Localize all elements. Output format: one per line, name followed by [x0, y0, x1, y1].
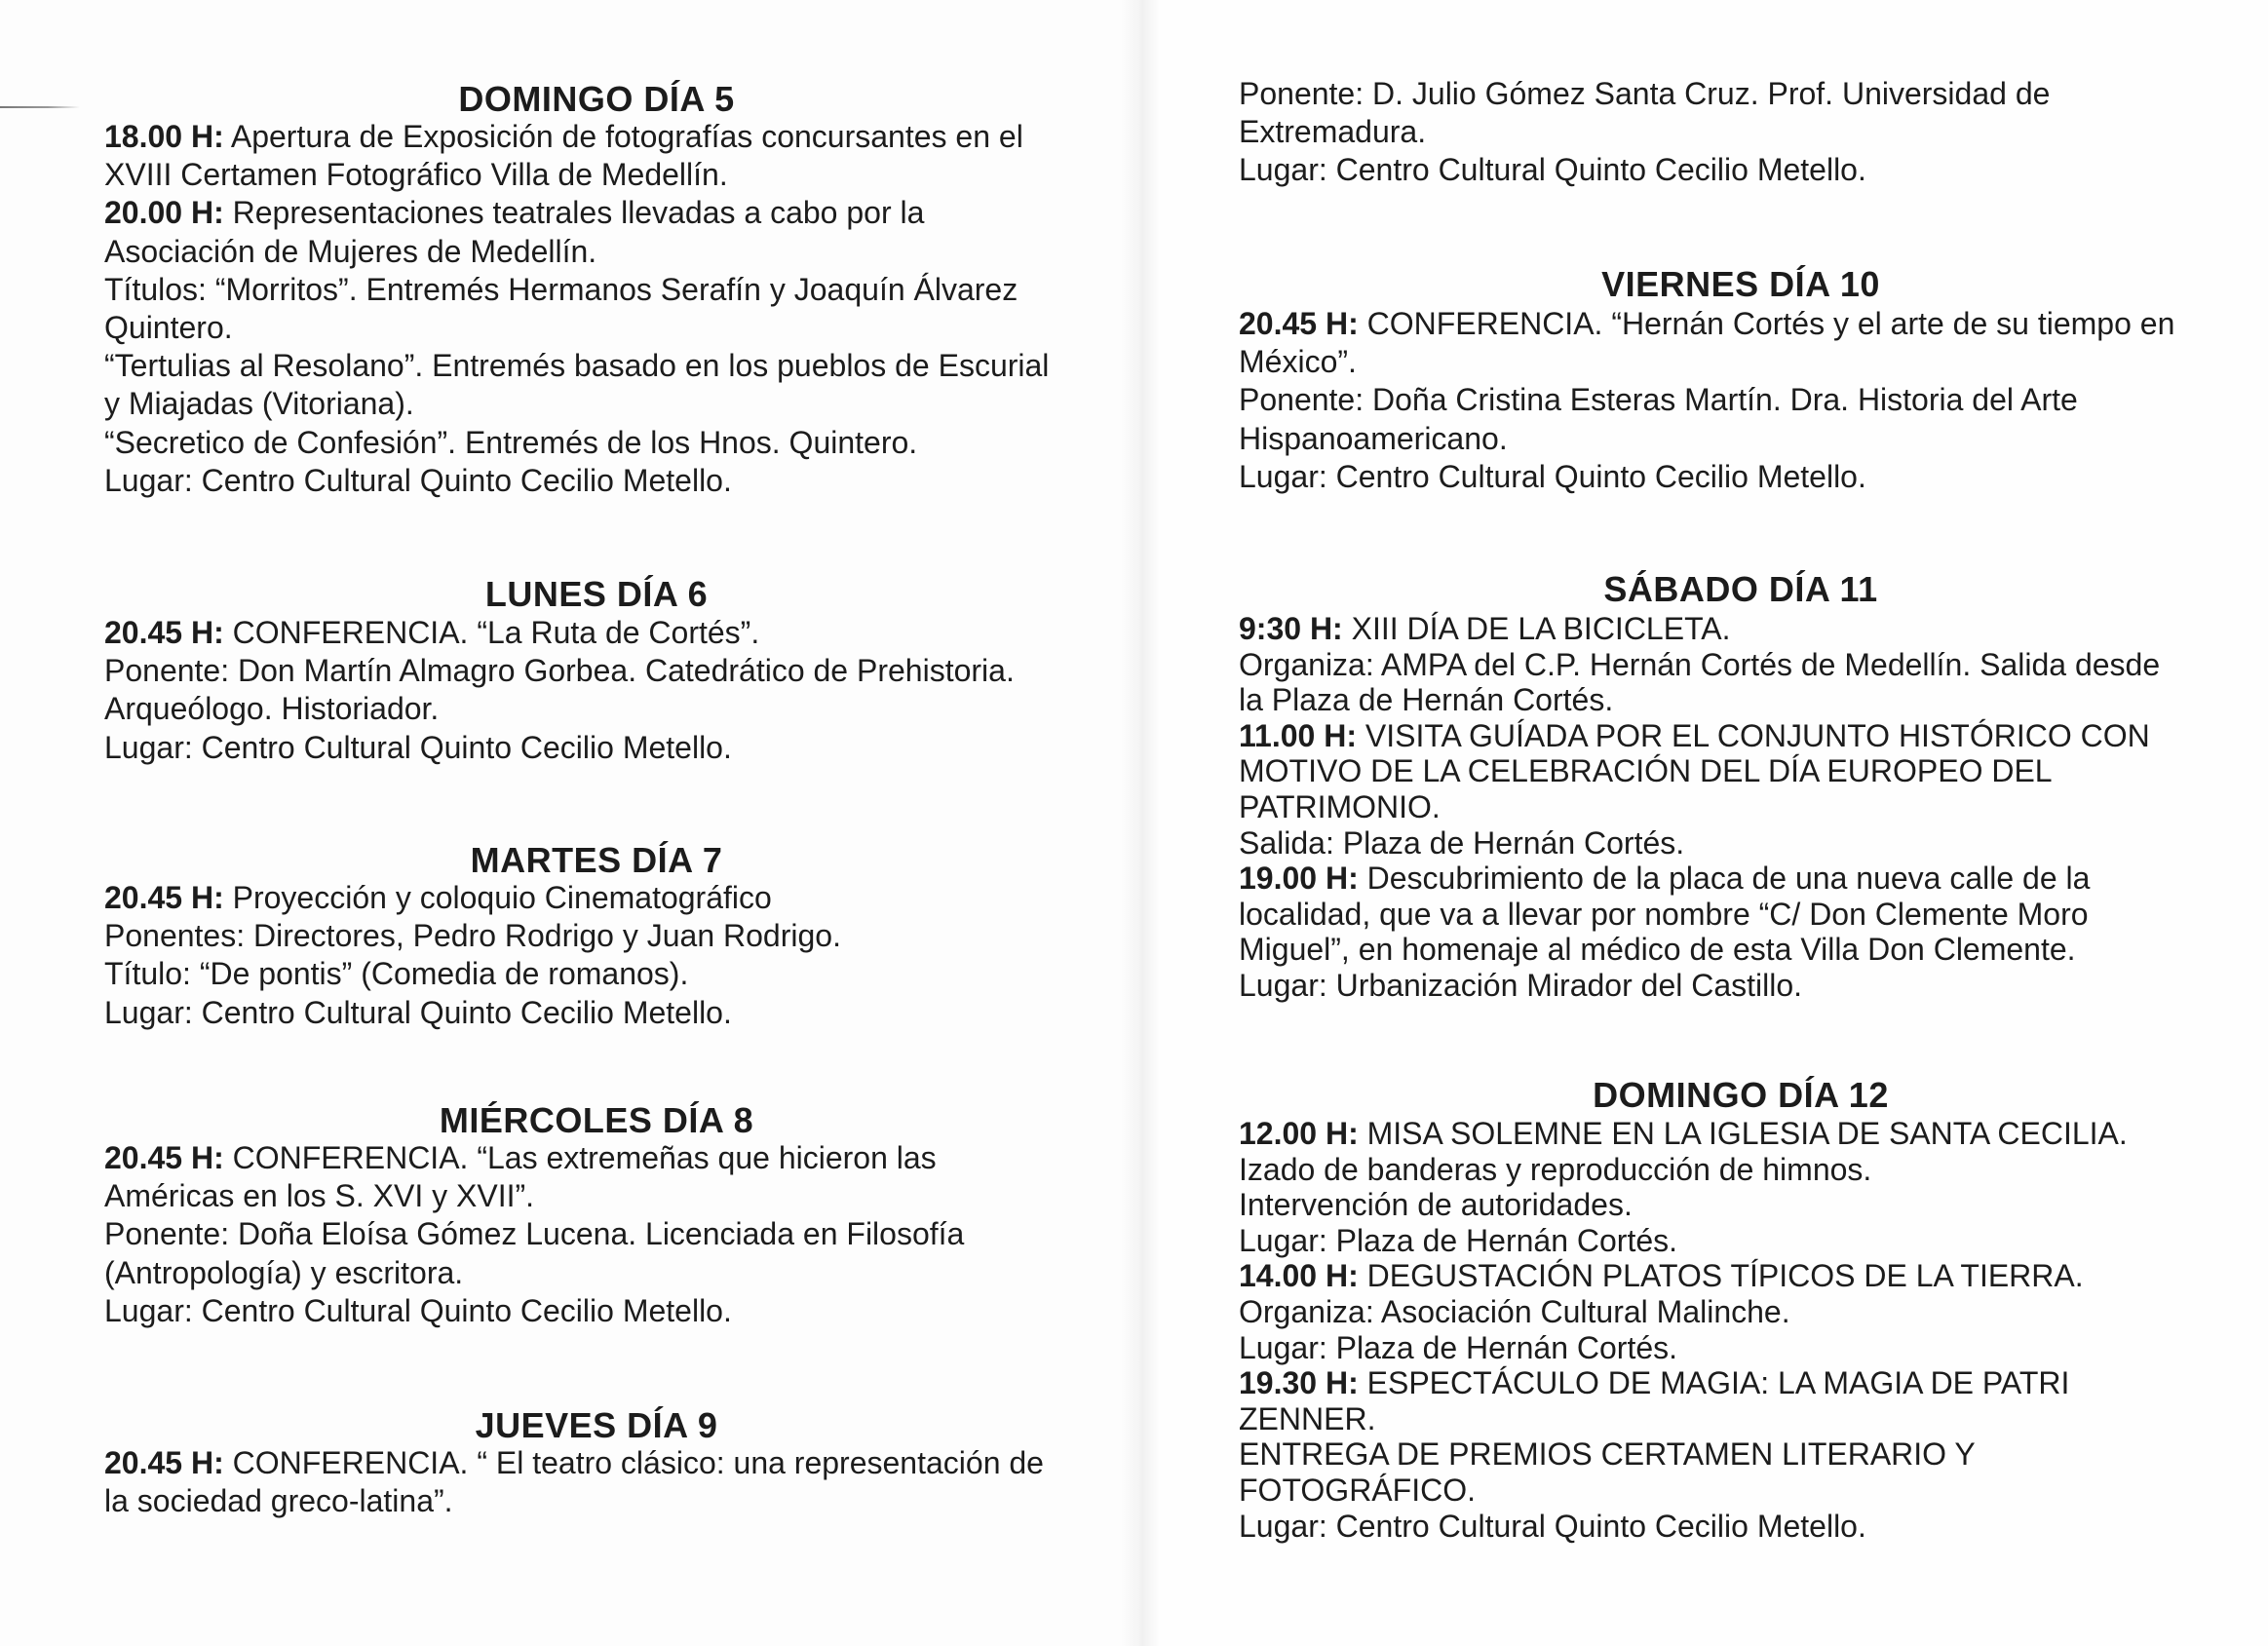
event-text: localidad, que va a llevar por nombre “C/ Don Clemente Moro — [1239, 896, 2089, 932]
event-text: “Secretico de Confesión”. Entremés de los Hnos. Quintero. — [104, 424, 918, 460]
day-heading: JUEVES DÍA 9 — [475, 1405, 718, 1445]
event-text: Ponente: D. Julio Gómez Santa Cruz. Prof. Universidad de — [1239, 76, 2051, 111]
event-text: Américas en los S. XVI y XVII”. — [104, 1178, 535, 1214]
right-page — [1135, 0, 2268, 1646]
text-line — [104, 1292, 1089, 1330]
event-text: MISA SOLEMNE EN LA IGLESIA DE SANTA CECILIA. — [1358, 1116, 2128, 1151]
text-line — [1239, 968, 2243, 1004]
day-heading: DOMINGO DÍA 12 — [1593, 1075, 1889, 1115]
event-text: Extremadura. — [1239, 114, 1427, 150]
text-line — [1239, 1187, 2243, 1223]
day-heading: MARTES DÍA 7 — [470, 840, 723, 880]
event-text: CONFERENCIA. “ El teatro clásico: una representación de — [223, 1445, 1044, 1480]
text-line — [104, 879, 1089, 917]
day-heading: LUNES DÍA 6 — [484, 574, 709, 614]
event-time: 20.45 H: — [104, 1140, 224, 1175]
text-line — [1239, 1365, 2243, 1401]
event-time: 18.00 H: — [104, 119, 224, 154]
day-events — [104, 118, 1089, 500]
text-line — [1239, 1473, 2243, 1509]
text-line — [1239, 305, 2243, 343]
event-text: Ponente: Don Martín Almagro Gorbea. Catedrático de Prehistoria. — [104, 653, 1015, 689]
day-heading: MIÉRCOLES DÍA 8 — [439, 1100, 754, 1140]
text-line — [1239, 1509, 2243, 1545]
event-text: DEGUSTACIÓN PLATOS TÍPICOS DE LA TIERRA. — [1358, 1258, 2084, 1294]
text-line — [1239, 611, 2243, 647]
event-text: Apertura de Exposición de fotografías concursantes en el — [223, 119, 1023, 154]
event-text: y Miajadas (Vitoriana). — [104, 386, 414, 422]
event-time: 9:30 H: — [1239, 611, 1343, 646]
event-text: VISITA GUÍADA POR EL CONJUNTO HISTÓRICO CON — [1356, 717, 2150, 753]
day-events — [104, 614, 1089, 767]
event-time: 11.00 H: — [1239, 717, 1357, 753]
event-text: Ponentes: Directores, Pedro Rodrigo y Juan Rodrigo. — [104, 918, 841, 954]
text-line — [104, 690, 1089, 728]
event-text: PATRIMONIO. — [1239, 788, 1441, 824]
event-text: Lugar: Urbanización Mirador del Castillo. — [1239, 967, 1803, 1003]
event-text: CONFERENCIA. “Hernán Cortés y el arte de su tiempo en — [1358, 306, 2175, 341]
event-text: (Antropología) y escritora. — [104, 1254, 464, 1290]
text-line — [104, 385, 1089, 423]
event-text: “Tertulias al Resolano”. Entremés basado en los pueblos de Escurial — [104, 348, 1050, 384]
event-text: ESPECTÁCULO DE MAGIA: LA MAGIA DE PATRI — [1358, 1365, 2070, 1401]
text-line — [1239, 1294, 2243, 1330]
event-text: Hispanoamericano. — [1239, 420, 1508, 456]
text-line — [1239, 682, 2243, 718]
event-text: Proyección y coloquio Cinematográfico — [223, 880, 772, 915]
event-text: Izado de banderas y reproducción de himnos. — [1239, 1151, 1872, 1187]
text-line — [1239, 75, 2243, 113]
text-line — [104, 1139, 1089, 1177]
day-events — [1239, 611, 2243, 1004]
event-text: XVIII Certamen Fotográfico Villa de Medellín. — [104, 157, 728, 193]
day-events — [104, 1139, 1089, 1330]
text-line — [104, 955, 1089, 993]
event-text: Representaciones teatrales llevadas a cabo por la — [223, 195, 925, 231]
text-line — [1239, 897, 2243, 933]
event-text: Lugar: Centro Cultural Quinto Cecilio Metello. — [1239, 1508, 1866, 1544]
event-time: 20.45 H: — [104, 880, 224, 915]
event-text: Asociación de Mujeres de Medellín. — [104, 233, 597, 269]
event-text: Ponente: Doña Cristina Esteras Martín. Dra. Historia del Arte — [1239, 382, 2078, 418]
event-time: 20.45 H: — [104, 1445, 224, 1480]
event-text: XIII DÍA DE LA BICICLETA. — [1342, 611, 1731, 646]
text-line — [1239, 932, 2243, 968]
event-text: Lugar: Centro Cultural Quinto Cecilio Metello. — [104, 994, 732, 1030]
text-line — [1239, 789, 2243, 825]
text-line — [104, 194, 1089, 232]
event-text: Organiza: Asociación Cultural Malinche. — [1239, 1293, 1790, 1329]
event-text: CONFERENCIA. “La Ruta de Cortés”. — [223, 615, 760, 650]
day-events — [1239, 305, 2243, 496]
day-heading: DOMINGO DÍA 5 — [458, 79, 735, 119]
text-line — [104, 1177, 1089, 1215]
text-line — [104, 614, 1089, 652]
event-text: la sociedad greco-latina”. — [104, 1483, 453, 1519]
event-text: CONFERENCIA. “Las extremeñas que hicieron las — [223, 1140, 937, 1175]
text-line — [1239, 1330, 2243, 1366]
event-time: 14.00 H: — [1239, 1258, 1359, 1294]
event-text: Lugar: Centro Cultural Quinto Cecilio Metello. — [104, 729, 732, 765]
text-line — [104, 424, 1089, 462]
text-line — [104, 156, 1089, 194]
event-text: Lugar: Plaza de Hernán Cortés. — [1239, 1222, 1678, 1258]
event-text: Arqueólogo. Historiador. — [104, 691, 440, 727]
event-time: 20.45 H: — [1239, 306, 1359, 341]
text-line — [104, 1444, 1089, 1482]
event-text: FOTOGRÁFICO. — [1239, 1472, 1476, 1508]
day-events — [104, 1444, 1089, 1520]
text-line — [1239, 420, 2243, 458]
event-text: Intervención de autoridades. — [1239, 1187, 1633, 1223]
event-text: Miguel”, en homenaje al médico de esta Villa Don Clemente. — [1239, 932, 2076, 968]
event-text: Descubrimiento de la placa de una nueva calle de la — [1358, 861, 2091, 897]
text-line — [1239, 753, 2243, 789]
text-line — [1239, 1258, 2243, 1294]
text-line — [104, 462, 1089, 500]
event-time: 12.00 H: — [1239, 1116, 1359, 1151]
text-line — [104, 729, 1089, 767]
event-text: Lugar: Centro Cultural Quinto Cecilio Metello. — [1239, 152, 1866, 188]
text-line — [104, 347, 1089, 385]
event-text: Títulos: “Morritos”. Entremés Hermanos Serafín y Joaquín Álvarez — [104, 271, 1019, 307]
text-line — [104, 271, 1089, 309]
event-text: MOTIVO DE LA CELEBRACIÓN DEL DÍA EUROPEO DEL — [1239, 753, 2053, 789]
event-text: Quintero. — [104, 310, 233, 346]
text-line — [104, 1215, 1089, 1253]
event-time: 19.30 H: — [1239, 1365, 1359, 1401]
continued-text — [1239, 75, 2243, 190]
text-line — [1239, 1116, 2243, 1152]
event-text: Lugar: Centro Cultural Quinto Cecilio Metello. — [1239, 458, 1866, 494]
event-time: 20.45 H: — [104, 615, 224, 650]
day-heading: SÁBADO DÍA 11 — [1603, 569, 1878, 609]
event-text: ENTREGA DE PREMIOS CERTAMEN LITERARIO Y — [1239, 1436, 1976, 1473]
event-text: Ponente: Doña Eloísa Gómez Lucena. Licenciada en Filosofía — [104, 1216, 965, 1252]
text-line — [1239, 1152, 2243, 1188]
text-line — [1239, 458, 2243, 496]
event-text: Lugar: Centro Cultural Quinto Cecilio Metello. — [104, 1292, 732, 1328]
text-line — [1239, 647, 2243, 683]
margin-mark — [0, 106, 80, 108]
day-events — [1239, 1116, 2243, 1544]
text-line — [104, 233, 1089, 271]
text-line — [1239, 1223, 2243, 1259]
event-text: Salida: Plaza de Hernán Cortés. — [1239, 824, 1685, 861]
event-text: la Plaza de Hernán Cortés. — [1239, 682, 1614, 718]
event-text: México”. — [1239, 344, 1357, 380]
text-line — [104, 994, 1089, 1032]
event-time: 20.00 H: — [104, 195, 224, 231]
event-text: Lugar: Plaza de Hernán Cortés. — [1239, 1329, 1678, 1365]
event-text: Título: “De pontis” (Comedia de romanos). — [104, 956, 689, 992]
text-line — [104, 118, 1089, 156]
day-heading: VIERNES DÍA 10 — [1601, 264, 1880, 304]
text-line — [104, 1254, 1089, 1292]
text-line — [1239, 861, 2243, 897]
text-line — [1239, 381, 2243, 419]
text-line — [1239, 151, 2243, 189]
day-events — [104, 879, 1089, 1032]
event-text: Lugar: Centro Cultural Quinto Cecilio Metello. — [104, 462, 732, 498]
event-text: ZENNER. — [1239, 1400, 1376, 1436]
text-line — [1239, 1436, 2243, 1473]
page-fold — [1121, 0, 1160, 1646]
text-line — [1239, 113, 2243, 151]
text-line — [104, 917, 1089, 955]
event-time: 19.00 H: — [1239, 861, 1359, 897]
event-text: Organiza: AMPA del C.P. Hernán Cortés de Medellín. Salida desde — [1239, 646, 2161, 682]
text-line — [1239, 343, 2243, 381]
text-line — [1239, 718, 2243, 754]
text-line — [104, 652, 1089, 690]
text-line — [1239, 825, 2243, 861]
text-line — [104, 1482, 1089, 1520]
text-line — [1239, 1401, 2243, 1437]
text-line — [104, 309, 1089, 347]
